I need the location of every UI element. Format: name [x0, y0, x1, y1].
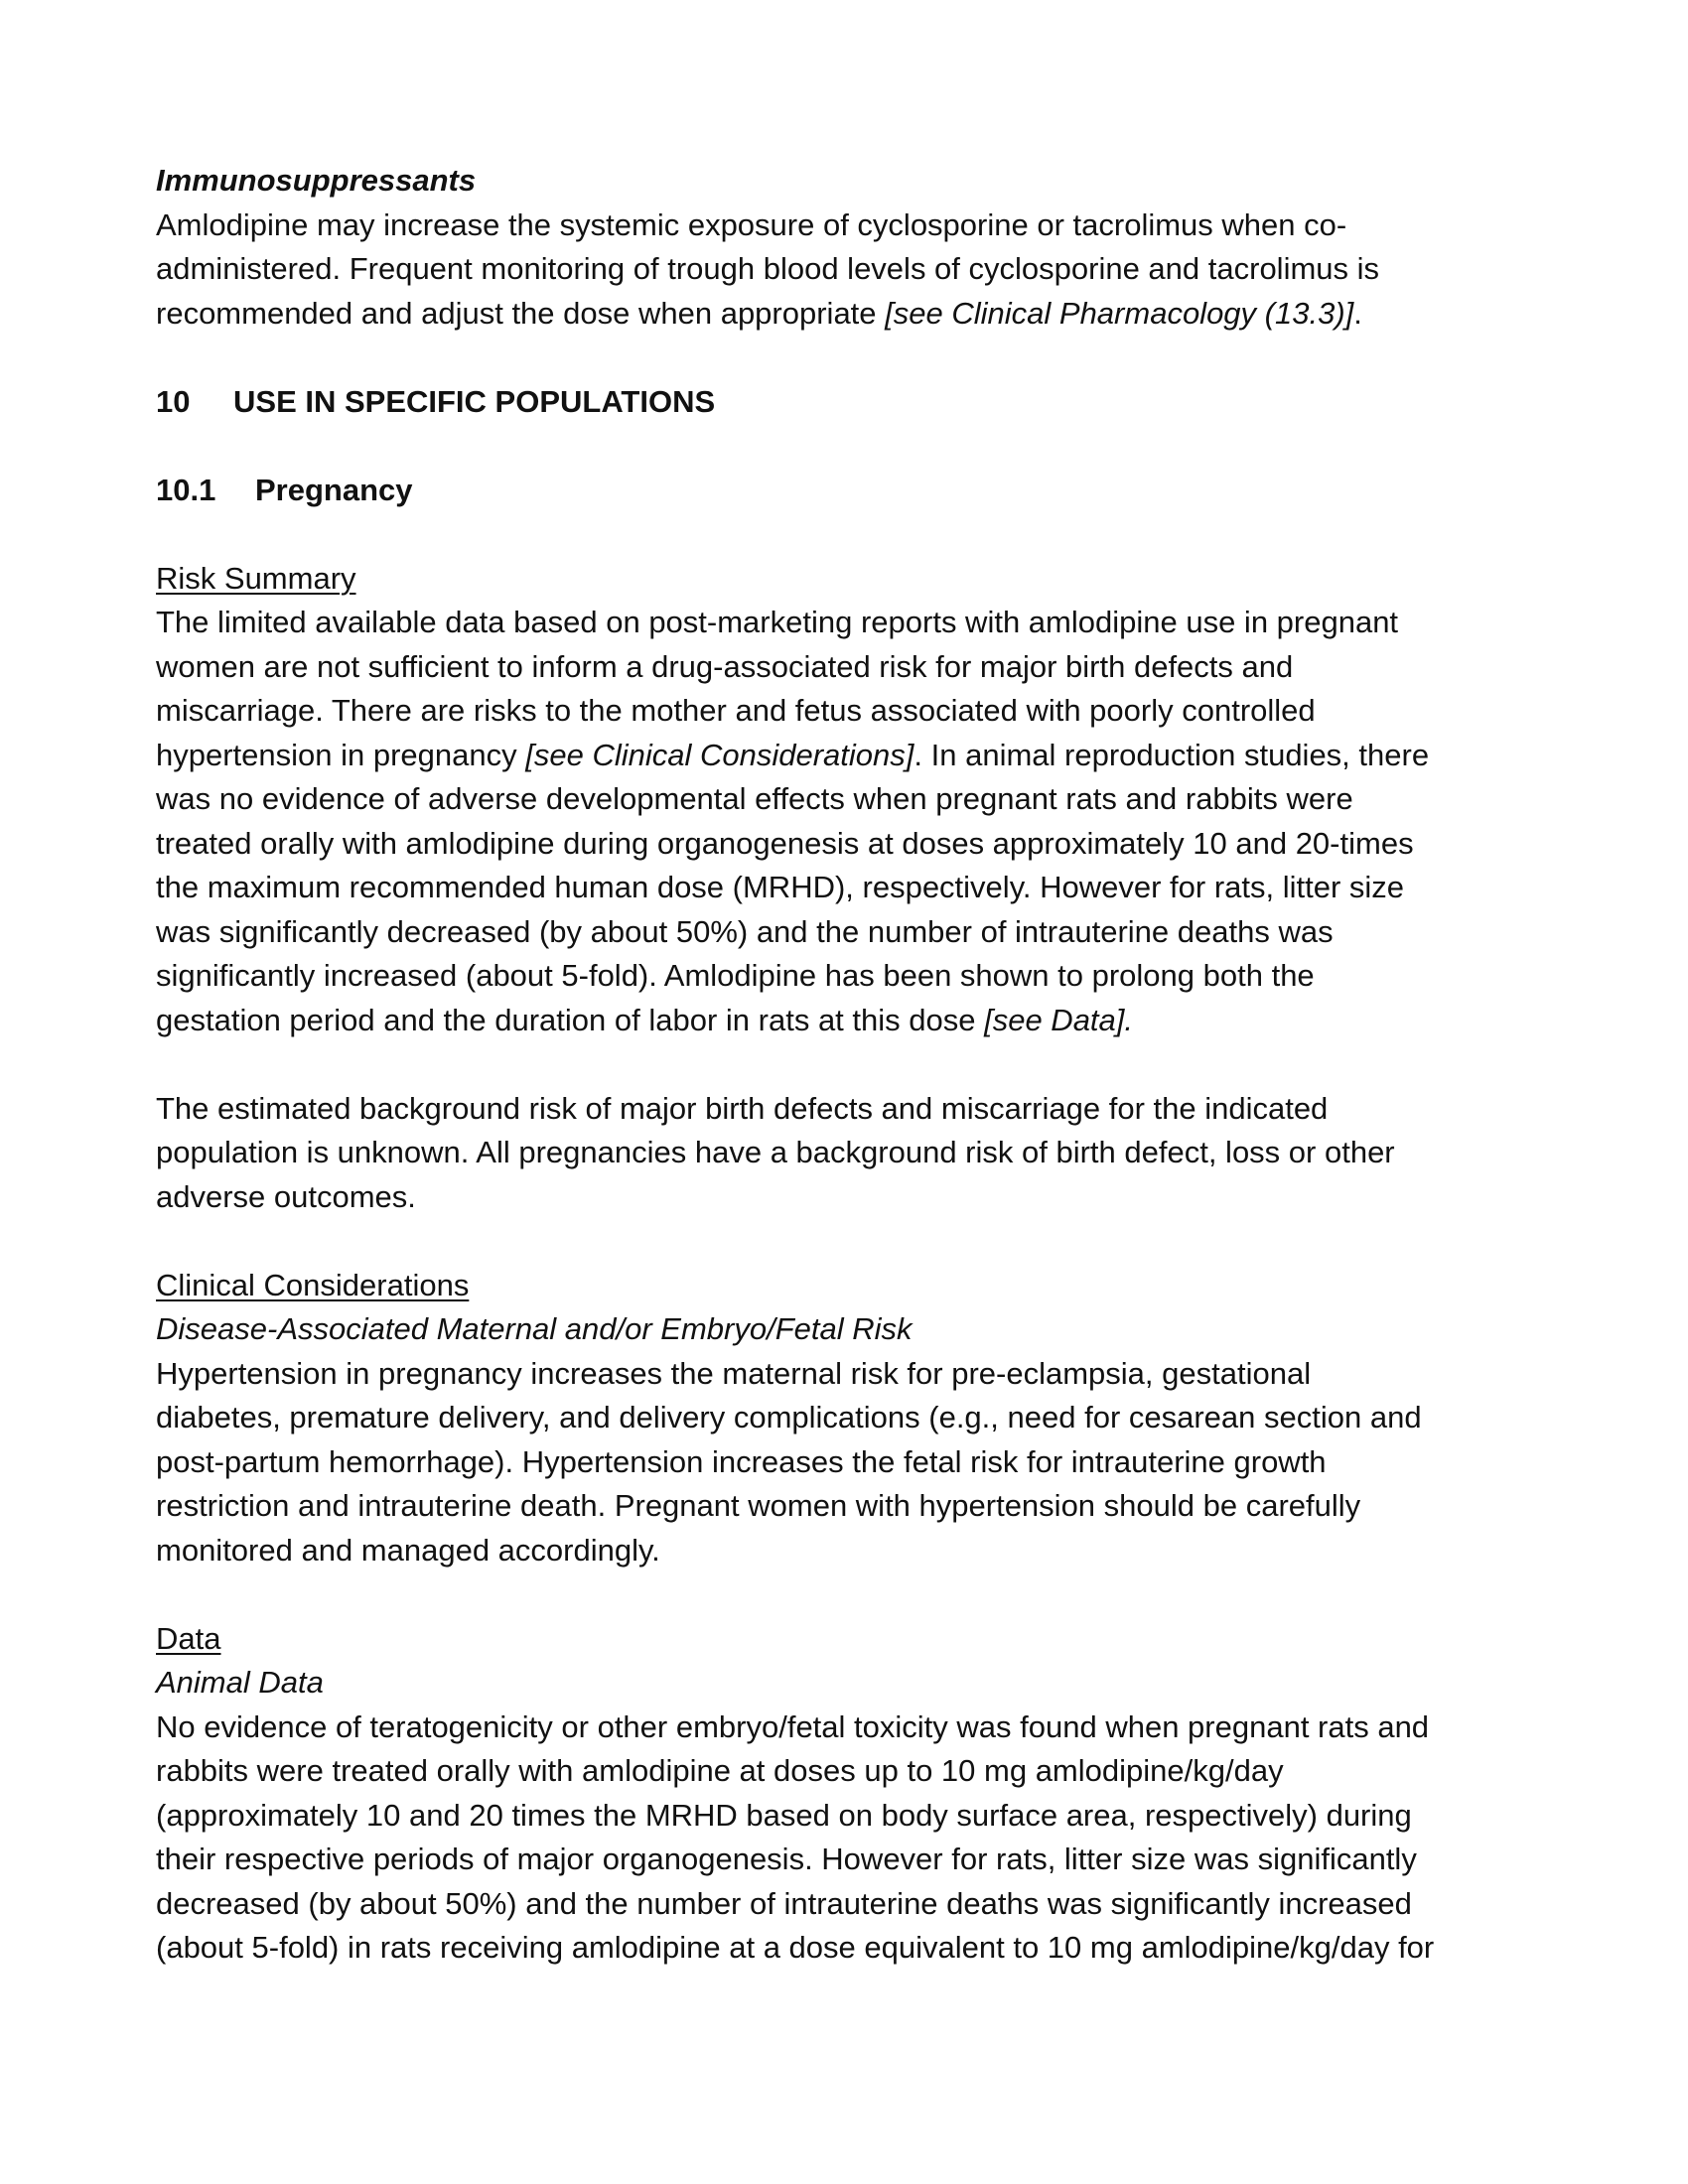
clinical-line: Hypertension in pregnancy increases the maternal risk for pre-eclampsia, gestational [156, 1355, 1312, 1391]
data-line: No evidence of teratogenicity or other embryo/fetal toxicity was found when pregnant rats and [156, 1708, 1430, 1744]
data-line: their respective periods of major organogenesis. However for rats, litter size was significantly [156, 1842, 1417, 1876]
cross-reference: [see Clinical Considerations] [525, 737, 914, 772]
risk-line: treated orally with amlodipine during organogenesis at doses approximately 10 and 20-times [156, 825, 1414, 861]
cross-reference: [see Clinical Pharmacology (13.3)] [885, 295, 1354, 331]
clinical-line: post-partum hemorrhage). Hypertension increases the fetal risk for intrauterine growth [156, 1443, 1327, 1479]
risk-line: was significantly decreased (by about 50%) and the number of intrauterine deaths was [156, 913, 1334, 949]
background-line: The estimated background risk of major birth defects and miscarriage for the indicated [156, 1090, 1329, 1126]
risk-line: The limited available data based on post-marketing reports with amlodipine use in pregnant [156, 605, 1399, 639]
document-page [156, 159, 1546, 1971]
data-line: rabbits were treated orally with amlodipine at doses up to 10 mg amlodipine/kg/day [156, 1753, 1284, 1788]
data-line: decreased (by about 50%) and the number of intrauterine deaths was significantly increased [156, 1885, 1412, 1921]
clinical-line: monitored and managed accordingly. [156, 1532, 660, 1568]
background-line: population is unknown. All pregnancies have a background risk of birth defect, loss or other [156, 1135, 1395, 1169]
risk-line: the maximum recommended human dose (MRHD), respectively. However for rats, litter size [156, 870, 1405, 904]
immuno-line: recommended and adjust the dose when appropriate [see Clinical Pharmacology (13.3)]. [156, 295, 1362, 331]
immunosuppressants-heading: Immunosuppressants [156, 163, 477, 198]
data-line: (about 5-fold) in rats receiving amlodipine at a dose equivalent to 10 mg amlodipine/kg/day for [156, 1930, 1435, 1965]
risk-line: hypertension in pregnancy [see Clinical Considerations]. In animal reproduction studies, there [156, 737, 1430, 772]
risk-summary-heading: Risk Summary [156, 560, 356, 596]
data-heading: Data [156, 1620, 221, 1656]
clinical-line: diabetes, premature delivery, and delivery complications (e.g., need for cesarean section and [156, 1400, 1422, 1434]
clinical-line: restriction and intrauterine death. Pregnant women with hypertension should be carefully [156, 1488, 1361, 1523]
cross-reference: [see Data]. [984, 1002, 1134, 1037]
risk-line: was no evidence of adverse developmental effects when pregnant rats and rabbits were [156, 781, 1353, 816]
data-line: (approximately 10 and 20 times the MRHD based on body surface area, respectively) during [156, 1797, 1412, 1833]
background-line: adverse outcomes. [156, 1178, 416, 1214]
section-10-heading: 10 USE IN SPECIFIC POPULATIONS [156, 383, 716, 419]
clinical-subheading: Disease-Associated Maternal and/or Embryo/Fetal Risk [156, 1311, 913, 1346]
animal-data-subheading: Animal Data [156, 1665, 324, 1700]
immuno-line: Amlodipine may increase the systemic exposure of cyclosporine or tacrolimus when co- [156, 206, 1347, 242]
risk-line: miscarriage. There are risks to the mother and fetus associated with poorly controlled [156, 693, 1316, 728]
risk-line: gestation period and the duration of labor in rats at this dose [see Data]. [156, 1002, 1134, 1037]
risk-line: women are not sufficient to inform a drug-associated risk for major birth defects and [156, 648, 1294, 684]
risk-line: significantly increased (about 5-fold). Amlodipine has been shown to prolong both the [156, 958, 1315, 993]
section-10-1-heading: 10.1 Pregnancy [156, 472, 413, 507]
immuno-line: administered. Frequent monitoring of trough blood levels of cyclosporine and tacrolimus is [156, 251, 1380, 286]
clinical-considerations-heading: Clinical Considerations [156, 1267, 470, 1302]
